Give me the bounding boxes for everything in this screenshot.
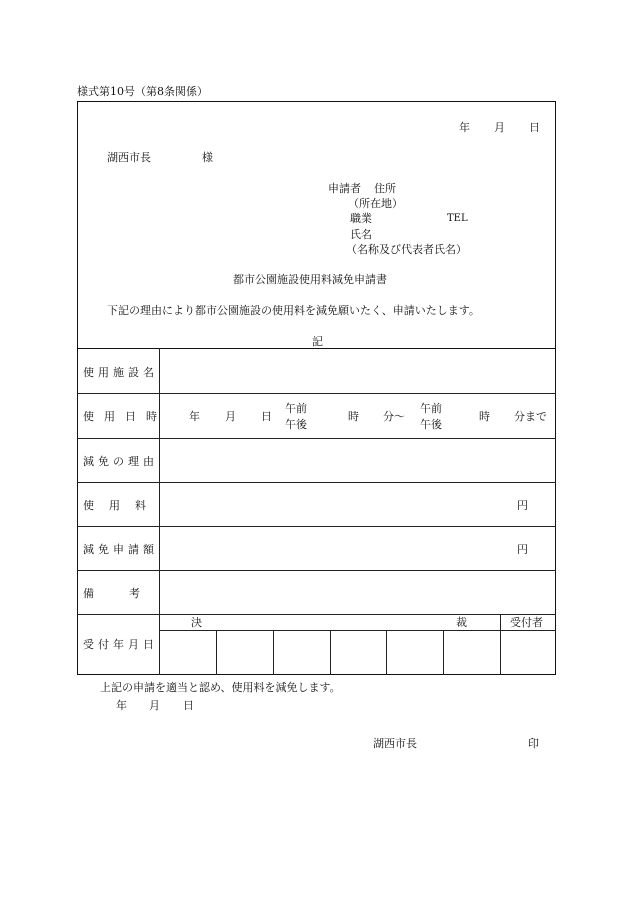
- name-label: 氏名: [350, 228, 372, 241]
- row-divider: [77, 526, 556, 527]
- dt-minute-2: 分まで: [514, 410, 547, 423]
- row-divider: [77, 393, 556, 394]
- dt-hour-1: 時: [348, 410, 359, 423]
- footer-year: 年: [116, 699, 127, 712]
- date-day: 日: [529, 121, 540, 134]
- dt-pm-1: 午後: [285, 418, 307, 431]
- row-label-datetime: 使用日時: [83, 410, 167, 423]
- stamp-cell-line: [273, 630, 274, 675]
- date-year: 年: [459, 121, 470, 134]
- receiver-column-line: [500, 614, 501, 675]
- dt-day: 日: [261, 410, 272, 423]
- fee-yen: 円: [517, 499, 528, 512]
- dt-month: 月: [225, 410, 236, 423]
- dt-pm-2: 午後: [420, 418, 442, 431]
- dt-am-1: 午前: [285, 402, 307, 415]
- dt-am-2: 午前: [420, 402, 442, 415]
- applicant-label: 申請者: [328, 182, 361, 195]
- row-label-received: 受付年月日: [83, 638, 158, 651]
- stamp-cell-line: [330, 630, 331, 675]
- approval-header-line: [159, 630, 556, 631]
- label-column-line: [159, 348, 160, 675]
- dt-year: 年: [189, 410, 200, 423]
- approval-ketsu: 決: [191, 616, 202, 629]
- footer-month: 月: [149, 699, 160, 712]
- reduction-yen: 円: [517, 543, 528, 556]
- stamp-cell-line: [216, 630, 217, 675]
- addressee: 湖西市長: [107, 151, 151, 164]
- dt-minute-1: 分〜: [383, 410, 405, 423]
- intro-text: 下記の理由により都市公園施設の使用料を減免願いたく、申請いたします。: [107, 304, 480, 317]
- row-divider: [77, 570, 556, 571]
- approval-sai: 裁: [456, 616, 467, 629]
- approval-statement: 上記の申請を適当と認め、使用料を減免します。: [100, 681, 341, 694]
- approval-receiver: 受付者: [510, 616, 543, 629]
- stamp-cell-line: [443, 630, 444, 675]
- form-number: 様式第10号（第8条関係）: [77, 85, 208, 98]
- application-form: [77, 101, 556, 675]
- row-label-facility: 使用施設名: [83, 366, 158, 379]
- stamp-cell-line: [386, 630, 387, 675]
- address-note: （所在地）: [348, 197, 403, 210]
- row-label-reduction: 減免申請額: [83, 543, 158, 556]
- table-top-line: [77, 348, 556, 349]
- date-month: 月: [494, 121, 505, 134]
- honorific: 様: [202, 151, 213, 164]
- row-divider: [77, 614, 556, 615]
- footer-mayor: 湖西市長: [373, 737, 417, 750]
- form-title: 都市公園施設使用料減免申請書: [233, 273, 387, 286]
- tel-label: TEL: [447, 213, 468, 224]
- address-label: 住所: [374, 182, 396, 195]
- dt-hour-2: 時: [479, 410, 490, 423]
- occupation-label: 職業: [350, 212, 372, 225]
- row-divider: [77, 438, 556, 439]
- row-label-remarks: 備 考: [83, 587, 141, 600]
- footer-day: 日: [183, 699, 194, 712]
- footer-seal: 印: [528, 737, 539, 750]
- name-note: （名称及び代表者氏名）: [346, 243, 467, 256]
- row-label-reason: 減免の理由: [83, 455, 158, 468]
- row-label-fee: 使 用 料: [83, 499, 148, 512]
- row-divider: [77, 482, 556, 483]
- ki-label: 記: [312, 335, 323, 348]
